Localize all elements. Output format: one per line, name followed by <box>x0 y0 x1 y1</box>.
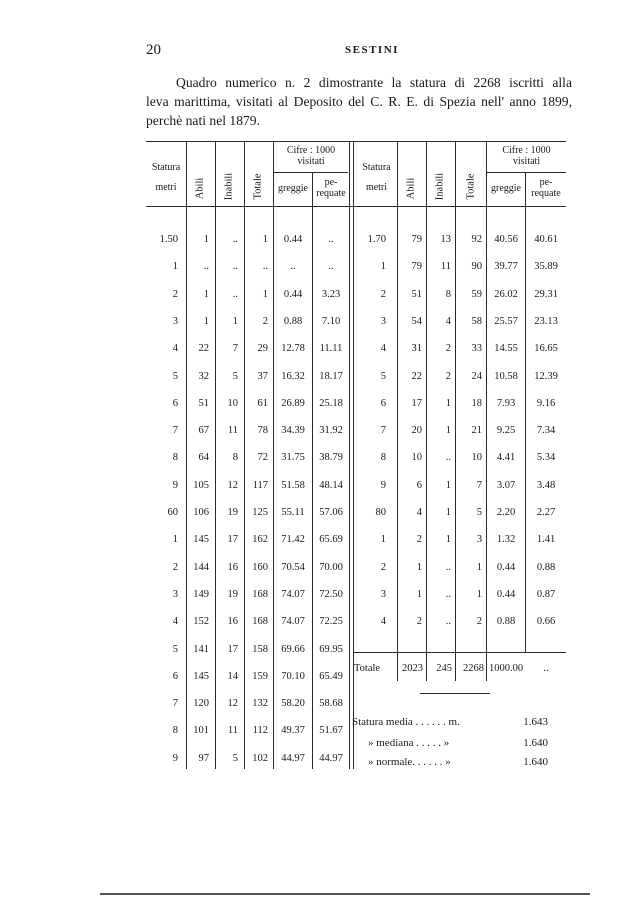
left-row-greggie-cell: 69.66 <box>281 643 305 655</box>
right-row-perequate-cell: 0.88 <box>536 561 556 573</box>
left-row-inabili-cell: .. <box>232 234 238 245</box>
right-row-totale-cell: 1 <box>476 561 482 573</box>
totals-label: Totale <box>354 663 381 674</box>
right-row-abili-cell: 79 <box>411 234 422 245</box>
page-number: 20 <box>146 42 161 58</box>
header-pere-line2: requate <box>531 188 561 199</box>
left-row-statura-cell: 7 <box>172 425 178 437</box>
right-row-totale-cell: 24 <box>471 370 482 382</box>
column-rule <box>486 141 487 681</box>
right-row-perequate-cell: 9.16 <box>536 397 556 409</box>
column-rule <box>455 141 456 681</box>
left-row-inabili-cell: 5 <box>232 752 238 764</box>
left-row-inabili-cell: 7 <box>232 343 238 355</box>
left-row-statura-cell: 3 <box>172 588 178 600</box>
stat-mediana-value: 1.640 <box>523 737 548 749</box>
right-row-perequate-cell: 0.66 <box>536 616 556 628</box>
right-row-perequate-cell: 29.31 <box>534 288 558 300</box>
header-pere-line1: pe- <box>539 177 553 188</box>
right-row-totale-cell: 2 <box>476 616 482 628</box>
left-row-greggie-cell: 26.89 <box>281 397 305 409</box>
left-row-abili-cell: 64 <box>198 452 209 464</box>
left-row-perequate-cell: 70.00 <box>319 561 343 573</box>
totals-abili: 2023 <box>402 663 423 674</box>
right-row-greggie-cell: 9.25 <box>496 425 516 437</box>
right-row-totale-cell: 3 <box>476 534 482 546</box>
left-row-abili-cell: 22 <box>198 343 209 355</box>
left-row-statura-cell: 60 <box>167 507 178 518</box>
right-row-totale-cell: 90 <box>471 261 482 273</box>
right-row-statura-cell: 4 <box>380 616 386 628</box>
left-row-inabili-cell: 12 <box>227 698 238 710</box>
right-row-totale-cell: 7 <box>476 479 482 491</box>
left-row-greggie-cell: 12.78 <box>281 343 305 355</box>
left-row-greggie-cell: 0.44 <box>283 288 303 300</box>
left-row-inabili-cell: 16 <box>227 561 238 573</box>
right-row-inabili-cell: .. <box>445 561 451 573</box>
left-row-totale-cell: 1 <box>262 288 268 300</box>
right-row-perequate-cell: 0.87 <box>536 588 556 600</box>
caption-line-3: perchè nati nel 1879. <box>146 113 260 128</box>
left-row-inabili-cell: 16 <box>227 616 238 628</box>
left-row-inabili-cell: 17 <box>227 643 238 655</box>
right-row-statura-cell: 6 <box>380 397 386 409</box>
left-row-totale-cell: 72 <box>257 452 268 464</box>
right-row-greggie-cell: 25.57 <box>494 315 518 327</box>
right-row-abili-cell: 4 <box>416 507 422 518</box>
left-row-abili-cell: 1 <box>203 288 209 300</box>
left-row-perequate-cell: 7.10 <box>321 315 341 327</box>
header-cifre-line2: visitati <box>512 156 541 167</box>
right-row-abili-cell: 6 <box>416 479 422 491</box>
right-row-totale-cell: 1 <box>476 588 482 600</box>
left-row-perequate-cell: 44.97 <box>319 752 343 764</box>
right-row-inabili-cell: 1 <box>445 397 451 409</box>
header-cifre-line1: Cifre : 1000 <box>502 145 551 156</box>
right-row-inabili-cell: 8 <box>445 288 451 300</box>
left-row-perequate-cell: 11.11 <box>319 343 343 355</box>
right-row-greggie-cell: 0.44 <box>496 588 516 600</box>
right-row-perequate-cell: 40.61 <box>534 234 558 245</box>
left-row-greggie-cell: 0.44 <box>283 234 303 245</box>
header-statura-left <box>146 162 186 193</box>
left-row-greggie-cell: 44.97 <box>281 752 305 764</box>
left-row-totale-cell: 159 <box>252 670 268 682</box>
right-row-totale-cell: 59 <box>471 288 482 300</box>
totals-inabili: 245 <box>436 663 452 674</box>
left-row-perequate-cell: .. <box>328 261 334 273</box>
left-row-perequate-cell: .. <box>328 234 334 245</box>
stat-normale-value: 1.640 <box>523 756 548 768</box>
left-row-greggie-cell: 58.20 <box>281 698 305 710</box>
cifre-subhead-rule-left <box>274 172 348 173</box>
right-row-statura-cell: 1.70 <box>367 234 386 245</box>
left-row-greggie-cell: 55.11 <box>281 507 305 518</box>
right-row-perequate-cell: 16.65 <box>534 343 558 355</box>
left-row-statura-cell: 2 <box>172 288 178 300</box>
right-row-statura-cell: 4 <box>380 343 386 355</box>
left-row-statura-cell: 6 <box>172 670 178 682</box>
header-totale-right: Totale <box>465 173 477 200</box>
left-row-abili-cell: 144 <box>193 561 209 573</box>
left-row-totale-cell: 37 <box>257 370 268 382</box>
stat-media-label: Statura media . . . . . . m. <box>352 716 460 728</box>
left-row-perequate-cell: 65.69 <box>319 534 343 546</box>
left-row-perequate-cell: 65.49 <box>319 670 343 682</box>
right-row-greggie-cell: 4.41 <box>496 452 516 464</box>
left-row-totale-cell: 117 <box>252 479 268 491</box>
totals-perequate: .. <box>543 663 549 674</box>
column-rule <box>426 141 427 681</box>
right-row-greggie-cell: 40.56 <box>494 234 518 245</box>
left-row-greggie-cell: 70.10 <box>281 670 305 682</box>
stat-mediana-label: » mediana . . . . . » <box>368 737 450 749</box>
header-abili-left: Abili <box>194 177 206 200</box>
left-row-inabili-cell: 12 <box>227 479 238 491</box>
right-row-perequate-cell: 12.39 <box>534 370 558 382</box>
right-row-greggie-cell: 10.58 <box>494 370 518 382</box>
right-row-inabili-cell: 1 <box>445 534 451 546</box>
left-row-abili-cell: 1 <box>203 234 209 245</box>
left-row-statura-cell: 3 <box>172 315 178 327</box>
totals-greggie: 1000.00 <box>488 663 524 674</box>
right-row-statura-cell: 1 <box>380 534 386 546</box>
right-row-totale-cell: 58 <box>471 315 482 327</box>
right-row-totale-cell: 92 <box>471 234 482 245</box>
right-row-inabili-cell: 13 <box>440 234 451 245</box>
left-row-abili-cell: 145 <box>193 670 209 682</box>
left-row-totale-cell: 168 <box>252 588 268 600</box>
left-row-statura-cell: 4 <box>172 616 178 628</box>
left-row-abili-cell: 105 <box>193 479 209 491</box>
header-abili-right: Abili <box>405 177 417 200</box>
left-row-perequate-cell: 31.92 <box>319 425 343 437</box>
left-row-greggie-cell: 31.75 <box>281 452 305 464</box>
left-row-greggie-cell: 74.07 <box>281 616 305 628</box>
right-row-inabili-cell: .. <box>445 616 451 628</box>
right-row-inabili-cell: .. <box>445 452 451 464</box>
right-row-greggie-cell: 3.07 <box>496 479 516 491</box>
header-cifre-line1: Cifre : 1000 <box>286 145 336 156</box>
left-row-inabili-cell: 1 <box>232 315 238 327</box>
left-row-abili-cell: 152 <box>193 616 209 628</box>
table-header-rule <box>146 206 566 207</box>
right-row-greggie-cell: 0.88 <box>496 616 516 628</box>
table-caption <box>146 73 572 130</box>
left-row-perequate-cell: 58.68 <box>319 698 343 710</box>
right-row-perequate-cell: 23.13 <box>534 315 558 327</box>
left-row-abili-cell: 67 <box>198 425 209 437</box>
right-row-totale-cell: 5 <box>476 507 482 518</box>
left-row-perequate-cell: 18.17 <box>319 370 343 382</box>
left-row-abili-cell: 97 <box>198 752 209 764</box>
right-row-statura-cell: 9 <box>380 479 386 491</box>
right-row-abili-cell: 10 <box>411 452 422 464</box>
left-row-greggie-cell: .. <box>290 261 296 273</box>
right-row-greggie-cell: 26.02 <box>494 288 518 300</box>
header-metri-label: metri <box>365 182 388 193</box>
left-row-abili-cell: 120 <box>193 698 209 710</box>
left-row-abili-cell: 141 <box>193 643 209 655</box>
header-perequate-right <box>526 177 566 199</box>
right-row-inabili-cell: .. <box>445 588 451 600</box>
left-row-totale-cell: 160 <box>252 561 268 573</box>
left-row-totale-cell: 132 <box>252 698 268 710</box>
header-cifre-right <box>487 145 566 167</box>
left-row-abili-cell: 149 <box>193 588 209 600</box>
right-row-statura-cell: 5 <box>380 370 386 382</box>
right-row-greggie-cell: 2.20 <box>496 507 516 518</box>
right-row-abili-cell: 22 <box>411 370 422 382</box>
right-row-perequate-cell: 3.48 <box>536 479 556 491</box>
left-row-totale-cell: 2 <box>262 315 268 327</box>
right-row-statura-cell: 7 <box>380 425 386 437</box>
left-row-statura-cell: 4 <box>172 343 178 355</box>
left-row-statura-cell: 1.50 <box>159 234 178 245</box>
right-row-totale-cell: 18 <box>471 397 482 409</box>
left-row-perequate-cell: 51.67 <box>319 725 343 737</box>
header-statura-right <box>356 162 397 193</box>
left-row-perequate-cell: 69.95 <box>319 643 343 655</box>
right-row-inabili-cell: 1 <box>445 425 451 437</box>
right-row-statura-cell: 80 <box>375 507 386 518</box>
left-row-inabili-cell: 11 <box>227 425 238 437</box>
left-row-inabili-cell: 19 <box>227 588 238 600</box>
left-row-perequate-cell: 38.79 <box>319 452 343 464</box>
caption-line-2: leva marittima, visitati al Deposito del C. R. E. di Spezia nell' anno 1899, <box>146 94 572 109</box>
left-row-totale-cell: .. <box>262 261 268 273</box>
left-row-abili-cell: 101 <box>193 725 209 737</box>
left-row-inabili-cell: 10 <box>227 397 238 409</box>
left-row-perequate-cell: 72.50 <box>319 588 343 600</box>
left-row-totale-cell: 112 <box>252 725 268 737</box>
left-row-greggie-cell: 34.39 <box>281 425 305 437</box>
left-row-abili-cell: 106 <box>193 507 209 518</box>
left-row-abili-cell: .. <box>203 261 209 273</box>
caption-line-1: Quadro numerico n. 2 dimostrante la statura di 2268 iscritti alla <box>176 75 572 90</box>
center-double-rule <box>349 141 350 769</box>
right-row-totale-cell: 33 <box>471 343 482 355</box>
right-row-greggie-cell: 14.55 <box>494 343 518 355</box>
right-row-statura-cell: 8 <box>380 452 386 464</box>
left-row-statura-cell: 8 <box>172 725 178 737</box>
header-pere-line2: requate <box>316 188 346 199</box>
right-row-perequate-cell: 1.41 <box>536 534 556 546</box>
header-cifre-left <box>274 145 348 167</box>
left-row-inabili-cell: 11 <box>227 725 238 737</box>
page-bottom-edge <box>100 893 590 895</box>
left-row-abili-cell: 1 <box>203 315 209 327</box>
left-row-totale-cell: 102 <box>252 752 268 764</box>
left-row-perequate-cell: 57.06 <box>319 507 343 518</box>
right-row-statura-cell: 3 <box>380 315 386 327</box>
column-rule <box>397 141 398 681</box>
left-row-greggie-cell: 71.42 <box>281 534 305 546</box>
left-row-inabili-cell: 8 <box>232 452 238 464</box>
left-row-totale-cell: 125 <box>252 507 268 518</box>
stat-media-value: 1.643 <box>523 716 548 728</box>
right-row-abili-cell: 1 <box>416 588 422 600</box>
header-totale-left: Totale <box>252 173 264 200</box>
header-inabili-right: Inabili <box>434 172 446 201</box>
right-row-perequate-cell: 7.34 <box>536 425 556 437</box>
right-row-abili-cell: 1 <box>416 561 422 573</box>
right-row-inabili-cell: 1 <box>445 507 451 518</box>
left-row-totale-cell: 158 <box>252 643 268 655</box>
left-row-statura-cell: 6 <box>172 397 178 409</box>
left-row-statura-cell: 5 <box>172 370 178 382</box>
totals-rule <box>354 652 566 653</box>
right-row-abili-cell: 2 <box>416 616 422 628</box>
header-pere-line1: pe- <box>324 177 338 188</box>
left-row-inabili-cell: 17 <box>227 534 238 546</box>
header-inabili-left: Inabili <box>223 172 235 201</box>
left-row-greggie-cell: 16.32 <box>281 370 305 382</box>
right-row-perequate-cell: 5.34 <box>536 452 556 464</box>
right-row-abili-cell: 17 <box>411 397 422 409</box>
left-row-statura-cell: 7 <box>172 698 178 710</box>
left-row-totale-cell: 162 <box>252 534 268 546</box>
right-row-statura-cell: 1 <box>380 261 386 273</box>
left-row-greggie-cell: 49.37 <box>281 725 305 737</box>
right-row-inabili-cell: 2 <box>445 370 451 382</box>
left-row-totale-cell: 61 <box>257 397 268 409</box>
right-row-inabili-cell: 11 <box>440 261 451 273</box>
left-row-perequate-cell: 3.23 <box>321 288 341 300</box>
totals-totale: 2268 <box>463 663 484 674</box>
table-top-rule <box>146 141 566 142</box>
left-row-totale-cell: 29 <box>257 343 268 355</box>
left-row-abili-cell: 51 <box>198 397 209 409</box>
right-row-statura-cell: 3 <box>380 588 386 600</box>
right-row-greggie-cell: 39.77 <box>494 261 518 273</box>
right-row-greggie-cell: 1.32 <box>496 534 516 546</box>
left-row-inabili-cell: .. <box>232 288 238 300</box>
left-row-statura-cell: 9 <box>172 752 178 764</box>
header-greggie-left: greggie <box>278 183 308 194</box>
left-row-statura-cell: 8 <box>172 452 178 464</box>
left-row-perequate-cell: 48.14 <box>319 479 343 491</box>
left-row-greggie-cell: 70.54 <box>281 561 305 573</box>
cifre-subhead-rule-right <box>487 172 566 173</box>
left-row-inabili-cell: 5 <box>232 370 238 382</box>
left-row-statura-cell: 1 <box>172 261 178 273</box>
left-row-inabili-cell: 19 <box>227 507 238 518</box>
totals-bottom-rule <box>420 693 490 694</box>
header-greggie-right: greggie <box>491 183 521 194</box>
header-metri-label: metri <box>155 182 177 193</box>
left-row-statura-cell: 2 <box>172 561 178 573</box>
left-row-statura-cell: 9 <box>172 479 178 491</box>
left-row-perequate-cell: 72.25 <box>319 616 343 628</box>
right-row-abili-cell: 20 <box>411 425 422 437</box>
running-head: SESTINI <box>345 44 399 56</box>
right-row-statura-cell: 2 <box>380 288 386 300</box>
left-row-greggie-cell: 74.07 <box>281 588 305 600</box>
left-row-abili-cell: 32 <box>198 370 209 382</box>
left-row-totale-cell: 78 <box>257 425 268 437</box>
header-statura-label: Statura <box>362 162 391 173</box>
right-row-abili-cell: 31 <box>411 343 422 355</box>
left-row-totale-cell: 1 <box>262 234 268 245</box>
right-row-perequate-cell: 2.27 <box>536 507 556 518</box>
left-row-greggie-cell: 0.88 <box>283 315 303 327</box>
stat-normale-label: » normale. . . . . . » <box>368 756 451 768</box>
left-row-statura-cell: 5 <box>172 643 178 655</box>
left-row-totale-cell: 168 <box>252 616 268 628</box>
right-row-abili-cell: 2 <box>416 534 422 546</box>
left-row-abili-cell: 145 <box>193 534 209 546</box>
header-cifre-line2: visitati <box>297 156 325 167</box>
right-row-greggie-cell: 7.93 <box>496 397 516 409</box>
right-row-abili-cell: 79 <box>411 261 422 273</box>
right-row-inabili-cell: 4 <box>445 315 451 327</box>
header-perequate-left <box>313 177 349 199</box>
right-row-inabili-cell: 2 <box>445 343 451 355</box>
right-row-statura-cell: 2 <box>380 561 386 573</box>
right-row-totale-cell: 21 <box>471 425 482 437</box>
right-row-inabili-cell: 1 <box>445 479 451 491</box>
left-row-perequate-cell: 25.18 <box>319 397 343 409</box>
left-row-statura-cell: 1 <box>172 534 178 546</box>
left-row-inabili-cell: 14 <box>227 670 238 682</box>
header-statura-label: Statura <box>151 162 181 173</box>
right-row-totale-cell: 10 <box>471 452 482 464</box>
center-double-rule <box>353 141 354 769</box>
right-row-perequate-cell: 35.89 <box>534 261 558 273</box>
right-row-abili-cell: 54 <box>411 315 422 327</box>
left-row-greggie-cell: 51.58 <box>281 479 305 491</box>
left-row-inabili-cell: .. <box>232 261 238 273</box>
right-row-greggie-cell: 0.44 <box>496 561 516 573</box>
right-row-abili-cell: 51 <box>411 288 422 300</box>
